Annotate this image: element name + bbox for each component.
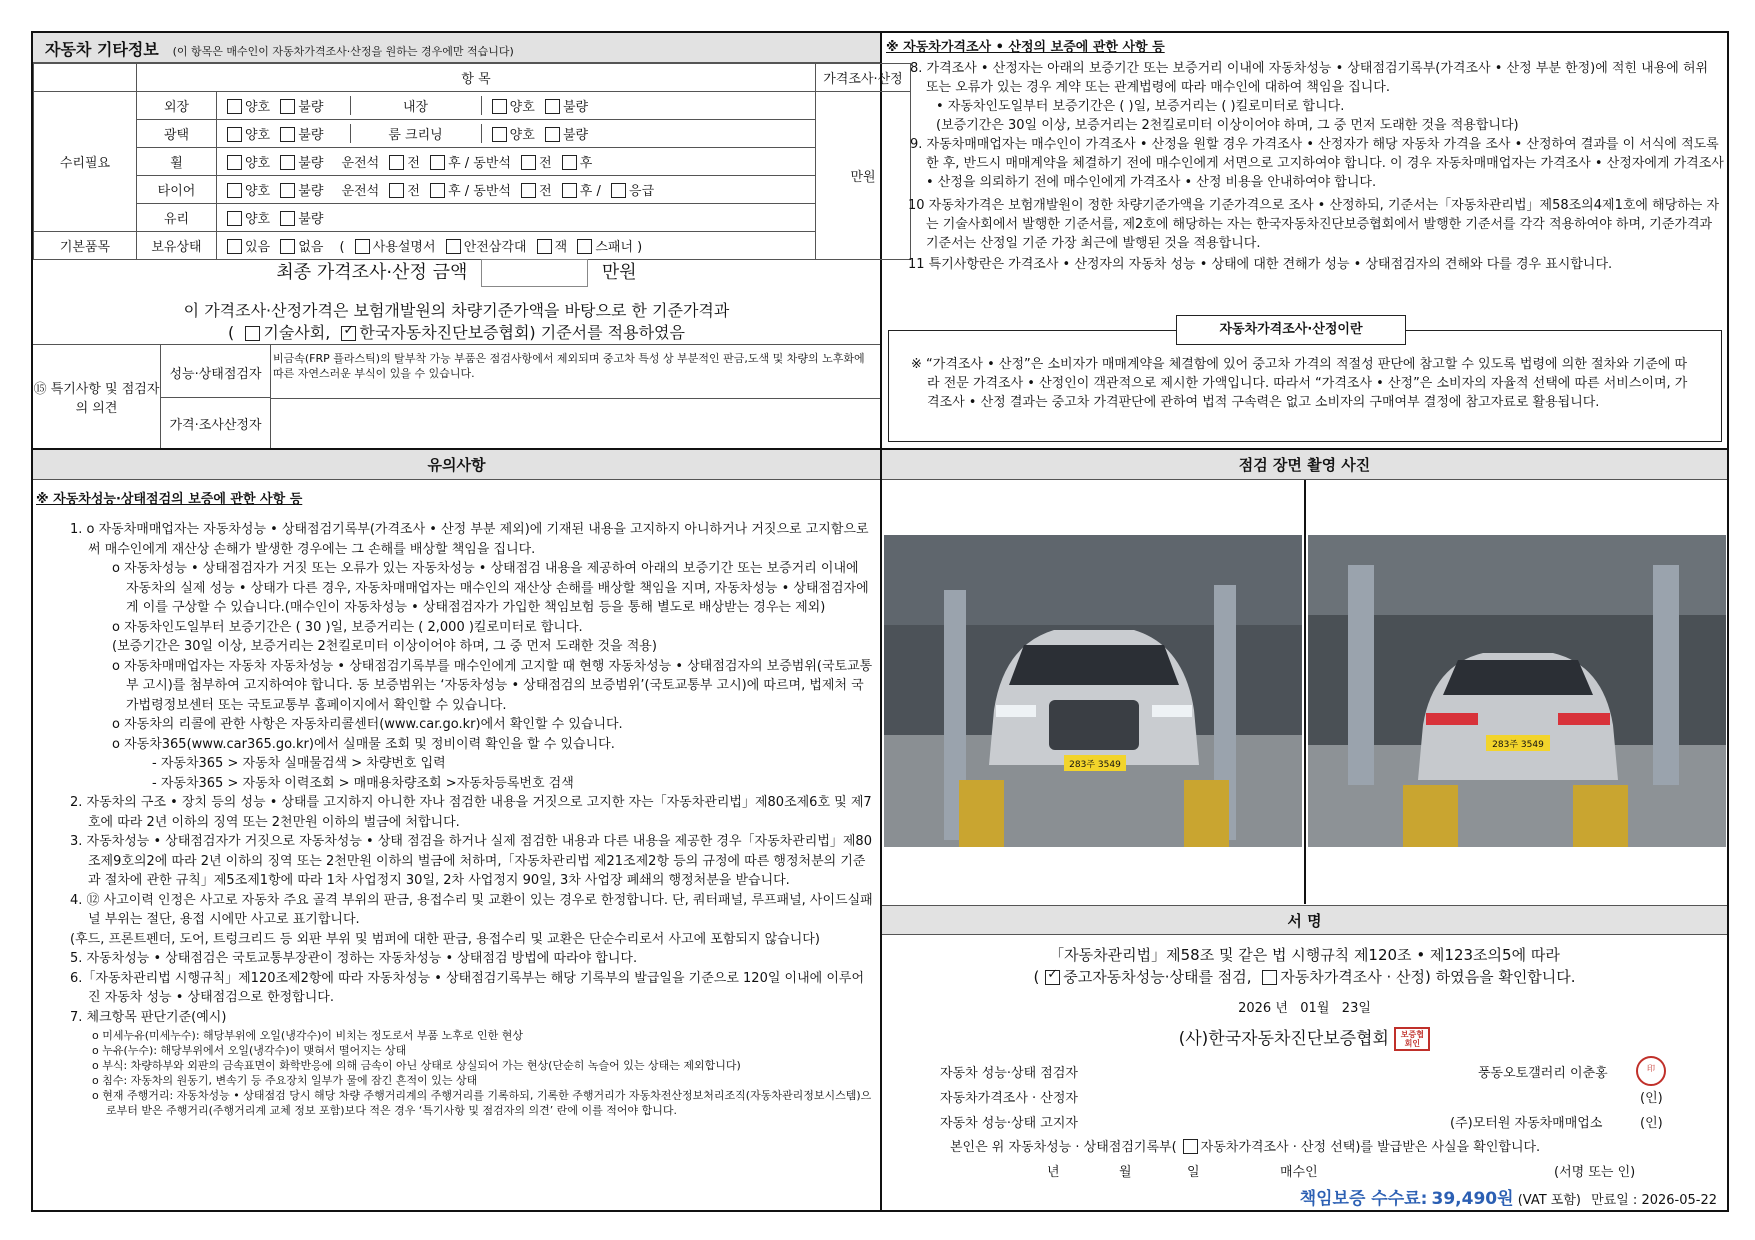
price-inspector-label: 가격·조사산정자	[161, 398, 271, 448]
price-check-checkbox[interactable]	[1262, 970, 1277, 985]
front-plate-text: 283주 3549	[1069, 760, 1121, 770]
notice-list	[62, 520, 874, 1118]
notice-item: 7. 체크항목 판단기준(예시)	[70, 1009, 227, 1025]
signature-line2: (✓ 중고자동차성능·상태를 점검, 자동차가격조사 · 산정) 하였음을 확인합니다.	[882, 966, 1727, 987]
guarantee-item-9: 9. 자동차매매업자는 매수인이 가격조사 • 산정을 원할 경우 가격조사 • 산정자가 해당 자동차 가격을 조사 • 산정하여 결과를 이 서식에 적도록 한 후, 반드시 매매계약을 체결하기 전에 매수인에게 서면으로 고지하여야 합니다. 이 경우 자동차매매업자는 가격조사 • 산정자에게 가격조사 • 산정을 의뢰하기 전에 매수인에게 가격조사 • 산정 비용을 안내하여야 합니다.	[910, 137, 1724, 190]
other-info-title: 자동차 기타정보	[45, 40, 159, 59]
manual-checkbox[interactable]	[355, 239, 370, 254]
wheel-good-checkbox[interactable]	[227, 155, 242, 170]
notice-item: - 자동차365 > 자동차 이력조회 > 매매용차량조회 >자동차등록번호 검색	[152, 775, 574, 791]
fee-label: 책임보증 수수료:	[1299, 1189, 1428, 1209]
checklist-table: 항 목 가격조사·산정 수리필요 외장 양호 불량 내장 양호 불량 만원 광택 양호 불량 룸 크리닝 양호 불량 휠 양호 불량 운전석 전 후 / 동반석 전 후 타이어 양호 불량 운전석 전 후 / 동반석 전 후 / 응급 유리 양호 불량 기본품목 보유상태 있음 없음 ( 사용설명서 안전삼각대 잭 스패너 )	[33, 63, 911, 260]
price-definition-box	[888, 322, 1722, 442]
signature-org: (사)한국자동차진단보증협회 보증협회인	[882, 1024, 1727, 1051]
rear-photo	[1308, 535, 1726, 847]
final-price-label: 최종 가격조사·산정 금액	[276, 262, 468, 283]
notice-item: o 자동차매매업자는 자동차 자동차성능 • 상태점검기록부를 매수인에게 고지할 때 현행 자동차성능 • 상태점검자의 보증범위(국토교통부 고시)를 첨부하여 고지하여야 합니다. 동 보증범위는 ‘자동차성능 • 상태점검의 보증범위’(국토교통부 고시)에 따르며, 법제처 국가법령정보센터 또는 국토교통부 홈페이지에서 확인할 수 있습니다.	[112, 658, 873, 713]
fee-amount: 39,490	[1431, 1189, 1498, 1209]
interior-bad-checkbox[interactable]	[545, 99, 560, 114]
inspector-name: 풍동오토갤러리 이춘홍	[1478, 1066, 1608, 1081]
guarantee-title: ※ 자동차가격조사 • 산정의 보증에 관한 사항 등	[886, 40, 1165, 55]
front-car-image	[884, 535, 1302, 847]
guarantee-item-10: 10 자동차가격은 보험개발원이 정한 차량기준가액을 기준가격으로 조사 • 산정하되, 기준서는「자동차관리법」제58조의4제1호에 해당하는 자는 기술사회에서 발행한 기준서를, 제2호에 해당하는 자는 한국자동차진단보증협회에서 발행한 기준서를 각각 적용하여야 하며, 기준가격과 기준서는 산정일 기준 가장 최근에 발행된 것을 적용합니다.	[908, 198, 1720, 251]
notifier-name: (주)모터원 자동차매매업소	[1450, 1116, 1603, 1131]
row-tire: 타이어	[137, 176, 217, 204]
room-bad-checkbox[interactable]	[545, 127, 560, 142]
notice-item: o 자동차365(www.car365.go.kr)에서 실매물 조회 및 정비이력 확인을 할 수 있습니다.	[112, 736, 615, 752]
row-owned: 보유상태	[137, 232, 217, 260]
col-item-header: 항 목	[137, 64, 816, 92]
gloss-bad-checkbox[interactable]	[280, 127, 295, 142]
buyer-sign-field[interactable]: (서명 또는 인)	[1554, 1165, 1636, 1180]
example-item: o 누유(누수): 해당부위에서 오일(냉각수)이 맺혀서 떨어지는 상태	[92, 1044, 407, 1057]
notice-item: o 자동차의 리콜에 관한 사항은 자동차리콜센터(www.car.go.kr)에서 확인할 수 있습니다.	[112, 717, 623, 732]
signature-date: 2026 년 01월 23일	[1238, 1001, 1371, 1016]
notice-item: (후드, 프론트펜더, 도어, 트렁크리드 등 외판 부위 및 범퍼에 대한 판금, 용접수리 및 교환은 단순수리로서 사고에 포함되지 않습니다)	[70, 931, 820, 947]
row-exterior: 외장	[137, 92, 217, 120]
row-glass: 유리	[137, 204, 217, 232]
fee-row: 책임보증 수수료: 39,490원 (VAT 포함) 만료일 : 2026-05-22	[1299, 1189, 1717, 1209]
rear-plate-text: 283주 3549	[1492, 740, 1544, 750]
notice-item: o 자동차성능 • 상태점검자가 거짓 또는 오류가 있는 자동차성능 • 상태점검 내용을 제공하여 아래의 보증기간 또는 보증거리 이내에 자동차의 실제 성능 • 상태가 다른 경우, 자동차매매업자는 매수인의 재산상 손해를 배상할 책임을 지며, 자동차성능 • 상태점검자에게 이를 구상할 수 있습니다.(매수인이 자동차성능 • 상태점검자가 가입한 책임보험 등을 통해 별도로 배상받는 경우는 제외)	[112, 561, 869, 615]
basis-tech-checkbox[interactable]	[245, 326, 260, 341]
guarantee-section	[886, 36, 1724, 274]
room-good-checkbox[interactable]	[492, 127, 507, 142]
photo-divider	[1304, 480, 1306, 904]
wheel-bad-checkbox[interactable]	[280, 155, 295, 170]
jack-checkbox[interactable]	[537, 239, 552, 254]
notice-subtitle: ※ 자동차성능·상태점검의 보증에 관한 사항 등	[36, 492, 303, 507]
notice-item: - 자동차365 > 자동차 실매물검색 > 차량번호 입력	[152, 756, 446, 771]
photos-header: 점검 장면 촬영 사진	[882, 450, 1727, 480]
tire-driver-front-checkbox[interactable]	[389, 183, 404, 198]
special-label: ⑮ 특기사항 및 점검자의 의견	[33, 345, 161, 448]
expiry-date: 만료일 : 2026-05-22	[1591, 1193, 1717, 1208]
col-price-header: 가격조사·산정	[816, 64, 911, 92]
price-definition-text: ※ “가격조사 • 산정”은 소비자가 매매계약을 체결함에 있어 중고차 가격의 적절성 판단에 참고할 수 있도록 법령에 의한 절차와 기준에 따라 전문 가격조사 • 산정인이 객관적으로 제시한 가액입니다. 따라서 “가격조사 • 산정”은 소비자의 자율적 선택에 따른 서비스이며, 가격조사 • 산정 결과는 중고차 가격판단에 관하여 법적 구속력은 없고 소비자의 구매여부 결정에 참고자료로 활용됩니다.	[911, 357, 1688, 410]
other-info-table	[33, 63, 903, 260]
signature-header: 서 명	[882, 905, 1727, 935]
notice-item: 1. o 자동차매매업자는 자동차성능 • 상태점검기록부(가격조사 • 산정 부분 제외)에 기재된 내용을 고지하지 아니하거나 거짓으로 고지함으로써 매수인에게 재산상 손해가 발생한 경우에는 그 손해를 배상할 책임을 집니다.	[70, 522, 869, 557]
buyer-label: 매수인	[1280, 1165, 1318, 1180]
perf-check-checkbox[interactable]	[1045, 970, 1060, 985]
signature-line1: 「자동차관리법」제58조 및 같은 법 시행규칙 제120조 • 제123조의5에 따라	[1049, 946, 1560, 964]
inspector-row: 자동차 성능·상태 점검자 풍동오토갤러리 이춘홍 印	[940, 1062, 1720, 1081]
tire-pass-rear-checkbox[interactable]	[562, 183, 577, 198]
final-price-row	[33, 258, 880, 292]
inspector-seal-stamp: 印	[1636, 1056, 1666, 1086]
wheel-pass-rear-checkbox[interactable]	[562, 155, 577, 170]
owned-yes-checkbox[interactable]	[227, 239, 242, 254]
basis-line1: 이 가격조사·산정가격은 보험개발원의 차량기준가액을 바탕으로 한 기준가격과	[183, 301, 730, 320]
tire-bad-checkbox[interactable]	[280, 183, 295, 198]
perf-inspector-label: 성능·상태점검자	[161, 345, 271, 398]
example-item: o 현재 주행거리: 자동차성능 • 상태점검 당시 해당 차량 주행거리계의 주행거리를 기록하되, 기록한 주행거리가 자동차전산정보처리조직(자동차관리정보시스템)으로부터 받은 주행거리(주행거리계 교체 정보 포함)보다 적은 경우 ‘특기사항 및 점검자의 의견’ 란에 이를 적어야 합니다.	[92, 1089, 872, 1117]
notice-item: (보증기간은 30일 이상, 보증거리는 2천킬로미터 이상이어야 하며, 그 중 먼저 도래한 것을 적용)	[112, 639, 657, 654]
confirm-row: 본인은 위 자동차성능 · 상태점검기록부( 자동차가격조사 · 산정 선택)를 발급받은 사실을 확인합니다.	[950, 1140, 1541, 1155]
front-photo	[884, 535, 1302, 847]
glass-good-checkbox[interactable]	[227, 211, 242, 226]
basic-label: 기본품목	[34, 232, 137, 260]
confirm-price-checkbox[interactable]	[1183, 1139, 1198, 1154]
notice-item: 4. ⑫ 사고이력 인정은 사고로 자동차 주요 골격 부위의 판금, 용접수리 및 교환이 있는 경우로 한정합니다. 단, 쿼터패널, 루프패널, 사이드실패널 부위는 절단, 용접 시에만 사고로 표기합니다.	[70, 892, 873, 927]
gloss-good-checkbox[interactable]	[227, 127, 242, 142]
spanner-checkbox[interactable]	[577, 239, 592, 254]
row-room-clean: 룸 크리닝	[350, 124, 482, 143]
row-interior: 내장	[350, 96, 482, 115]
tire-good-checkbox[interactable]	[227, 183, 242, 198]
notice-item: 6.「자동차관리법 시행규칙」제120조제2항에 따라 자동차성능 • 상태점검기록부는 해당 기록부의 발급일을 기준으로 120일 이내에 이루어진 자동차 성능 • 상태점검으로 한정합니다.	[70, 970, 865, 1005]
wheel-driver-front-checkbox[interactable]	[389, 155, 404, 170]
price-inspector-row: 자동차가격조사 · 산정자 (인)	[940, 1091, 1663, 1106]
price-unit: 만원	[816, 92, 911, 260]
notifier-row: 자동차 성능·상태 고지자 (주)모터원 자동차매매업소 (인)	[940, 1112, 1720, 1131]
repair-label: 수리필요	[34, 92, 137, 232]
notice-item: 3. 자동차성능 • 상태점검자가 거짓으로 자동차성능 • 상태 점검을 하거나 실제 점검한 내용과 다른 내용을 제공한 경우「자동차관리법」제80조제9호의2에 따라 2년 이하의 징역 또는 2천만원 이하의 벌금에 처하며,「자동차관리법 제21조제2항 등의 규정에 따른 행정처분의 기준과 절차에 관한 규칙」제5조제1항에 따라 1차 사업정지 30일, 2차 사업정지 90일, 3차 사업장 폐쇄의 행정처분을 받습니다.	[70, 834, 872, 888]
wheel-driver-rear-checkbox[interactable]	[430, 155, 445, 170]
rear-car-image	[1308, 535, 1726, 847]
basis-kaa-checkbox[interactable]	[341, 326, 356, 341]
final-price-unit: 만원	[601, 262, 637, 283]
price-definition-title: 자동차가격조사·산정이란	[1176, 315, 1406, 345]
interior-good-checkbox[interactable]	[492, 99, 507, 114]
guarantee-item-8-period: • 자동차인도일부터 보증기간은 ( )일, 보증거리는 ( )킬로미터로 합니다.	[936, 99, 1345, 114]
guarantee-item-8: 8. 가격조사 • 산정자는 아래의 보증기간 또는 보증거리 이내에 자동차성능 • 상태점검기록부(가격조사 • 산정 부분 한정)에 적힌 내용에 허위 또는 오류가 있는 경우 계약 또는 관계법령에 따라 매수인에 대하여 책임을 집니다.	[910, 61, 1709, 95]
example-item: o 미세누유(미세누수): 해당부위에 오일(냉각수)이 비치는 정도로서 부품 노후로 인한 현상	[92, 1029, 523, 1042]
glass-bad-checkbox[interactable]	[280, 211, 295, 226]
other-info-note: (이 항목은 매수인이 자동차가격조사·산정을 원하는 경우에만 적습니다)	[172, 45, 514, 58]
exterior-bad-checkbox[interactable]	[280, 99, 295, 114]
row-wheel: 휠	[137, 148, 217, 176]
notice-item: o 자동차인도일부터 보증기간은 ( 30 )일, 보증거리는 ( 2,000 )킬로미터로 합니다.	[112, 619, 583, 635]
org-seal-stamp: 보증협회인	[1394, 1027, 1430, 1051]
guarantee-item-8-note: (보증기간은 30일 이상, 보증거리는 2천킬로미터 이상이어야 하며, 그 중 먼저 도래한 것을 적용합니다)	[936, 118, 1519, 133]
special-notes	[33, 344, 880, 448]
tire-driver-rear-checkbox[interactable]	[430, 183, 445, 198]
tire-pass-front-checkbox[interactable]	[521, 183, 536, 198]
example-item: o 침수: 자동차의 원동기, 변속기 등 주요장치 일부가 물에 잠긴 흔적이 있는 상태	[92, 1074, 478, 1087]
example-item: o 부식: 차량하부와 외판의 금속표면이 화학반응에 의해 금속이 아닌 상태로 상실되어 가는 현상(단순히 녹슬어 있는 상태는 제외합니다)	[92, 1059, 741, 1072]
perf-inspector-text: 비금속(FRP 플라스틱)의 탈부착 가능 부품은 점검사항에서 제외되며 중고차 특성 상 부분적인 판금,도색 및 차량의 노후화에 따른 자연스러운 부식이 있을 수 있습니다.	[273, 352, 865, 380]
row-exterior-options: 양호 불량 내장 양호 불량	[217, 92, 816, 120]
basis-line2: ( 기술사회, ✓ 한국자동차진단보증협회) 기준서를 적용하였음	[33, 320, 880, 343]
other-info-title-bar	[33, 33, 880, 63]
triangle-checkbox[interactable]	[446, 239, 461, 254]
notice-item: 5. 자동차성능 • 상태점검은 국토교통부장관이 정하는 자동차성능 • 상태점검 방법에 따라야 합니다.	[70, 951, 638, 966]
notice-header: 유의사항	[33, 450, 880, 480]
wheel-pass-front-checkbox[interactable]	[521, 155, 536, 170]
owned-no-checkbox[interactable]	[280, 239, 295, 254]
tire-emergency-checkbox[interactable]	[611, 183, 626, 198]
guarantee-item-11: 11 특기사항란은 가격조사 • 산정자의 자동차 성능 • 상태에 대한 견해가 성능 • 상태점검자의 견해와 다를 경우 표시합니다.	[908, 257, 1613, 272]
exterior-good-checkbox[interactable]	[227, 99, 242, 114]
notice-item: 2. 자동차의 구조 • 장치 등의 성능 • 상태를 고지하지 아니한 자나 점검한 내용을 거짓으로 고지한 자는「자동차관리법」제80조제6호 및 제7호에 따라 2년 이하의 징역 또는 2천만원 이하의 벌금에 처합니다.	[70, 795, 872, 830]
final-price-input[interactable]	[481, 259, 588, 287]
row-gloss: 광택	[137, 120, 217, 148]
